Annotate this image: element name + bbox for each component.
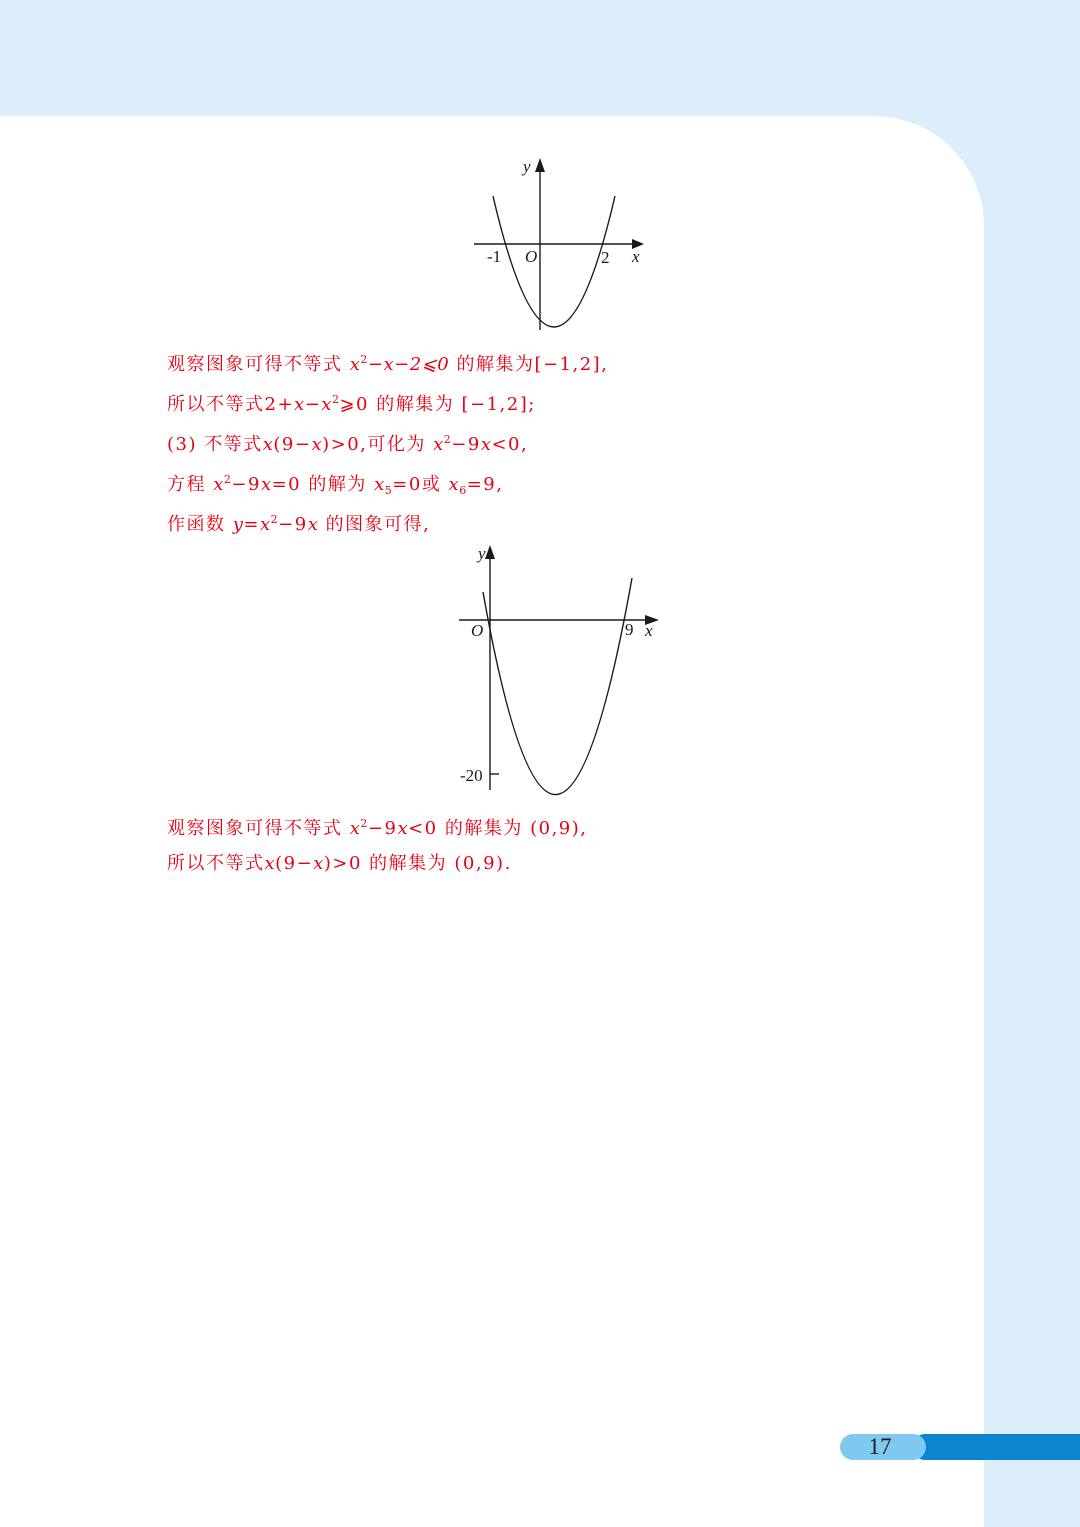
- origin-label: O: [471, 621, 484, 640]
- page-number: 17: [868, 1434, 892, 1459]
- graph-parabola-2: [455, 540, 675, 800]
- text-line-2: 所以不等式$2+x-x^2⩾0$ 的解集为 [−1,2];: [167, 393, 536, 415]
- y-axis-arrow-icon: [485, 545, 495, 559]
- origin-label: O: [525, 247, 538, 266]
- text-line-6: 观察图象可得不等式 $x^2-9x<0$ 的解集为 (0,9),: [167, 817, 588, 839]
- graph-parabola-1: [470, 150, 660, 340]
- tick-label-neg20: -20: [460, 766, 483, 785]
- y-label: y: [478, 544, 486, 563]
- tick-label-9: 9: [625, 620, 634, 639]
- text-line-1: 观察图象可得不等式 $x^2-x-2⩽0$ 的解集为[−1,2],: [167, 353, 609, 375]
- page-number-bar: [912, 1434, 1080, 1460]
- parabola-curve: [483, 578, 632, 795]
- x-label: x: [645, 621, 653, 640]
- text-line-5: 作函数 $y=x^2-9x$ 的图象可得,: [167, 513, 431, 535]
- y-axis-arrow-icon: [535, 158, 545, 172]
- text-line-7: 所以不等式x(9−x)>0 的解集为 (0,9).: [167, 853, 512, 874]
- text-line-3: (3) 不等式x(9−x)>0,可化为 $x^2-9x<0$,: [167, 433, 529, 455]
- y-label: y: [523, 157, 531, 176]
- text-line-4: 方程 $x^2-9x=0$ 的解为 $x_5=0$或 $x_6=9$,: [167, 473, 504, 497]
- tick-label-2: 2: [601, 248, 610, 267]
- parabola-curve: [493, 196, 615, 327]
- tick-label-neg1: -1: [487, 247, 502, 266]
- x-label: x: [632, 247, 640, 266]
